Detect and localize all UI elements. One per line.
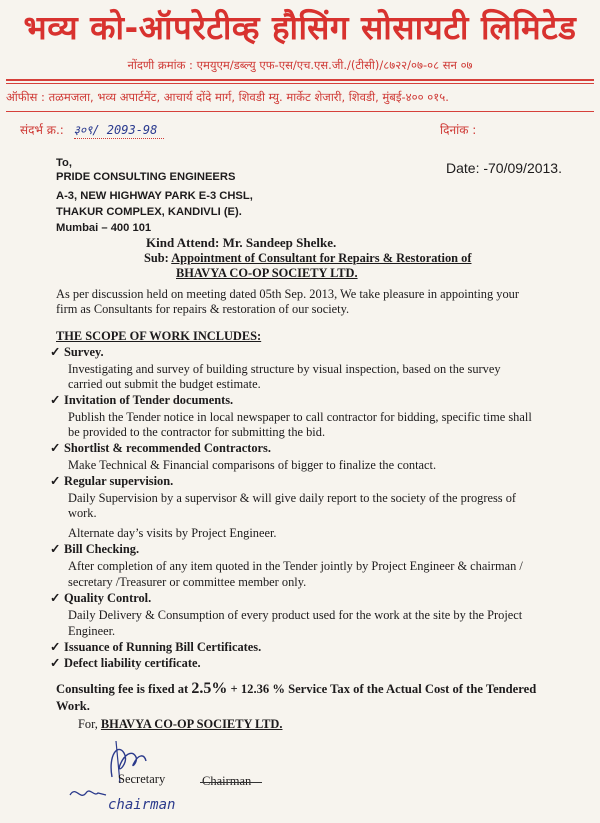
chairman-strikethrough [200,782,262,783]
scope-heading: THE SCOPE OF WORK INCLUDES: [56,329,262,343]
scope-item-title: Issuance of Running Bill Certificates. [64,640,262,654]
scope-item-quality [50,591,151,606]
consulting-fee-continued: Work. [56,699,90,713]
scope-item-detail: Publish the Tender notice in local newspaper to call contractor for bidding, specific time shall [68,410,532,424]
checkmark-icon: ✓ [50,542,61,556]
chairman-label: Chairman [202,774,252,788]
handwritten-note: chairman [108,797,176,813]
scope-item-detail: Make Technical & Financial comparisons of bigger to finalize the contact. [68,458,437,472]
scope-item-detail: Engineer. [68,624,116,638]
closing-society-name: BHAVYA CO-OP SOCIETY LTD. [100,717,283,731]
closing-for [78,717,282,732]
checkmark-icon: ✓ [50,345,61,359]
scope-item-detail: secretary /Treasurer or committee member only. [68,575,307,589]
reference-row [20,121,164,139]
address-rule [6,111,594,112]
office-address: ऑफीस : तळमजला, भव्य अपार्टमेंट, आचार्य दोंदे मार्ग, शिवडी म्यु. मार्केट शेजारी, शिवडी, मुंबई-४०० ०१५. [6,90,449,104]
scope-item-title: Bill Checking. [64,542,140,556]
header-rule [6,79,594,81]
checkmark-icon: ✓ [50,441,61,455]
scope-item-title: Invitation of Tender documents. [64,393,234,407]
secretary-label: Secretary [118,772,166,786]
scope-item-detail: work. [68,506,97,520]
scope-item-title: Quality Control. [64,591,152,605]
scope-item-supervision [50,474,173,489]
date-label-hindi: दिनांक : [440,123,477,137]
header-rule-thin [6,83,594,84]
scope-item-title: Regular supervision. [64,474,174,488]
fee-prefix: Consulting fee is fixed at [56,682,192,696]
addressee-line: THAKUR COMPLEX, KANDIVLI (E). [56,206,242,218]
scope-item-detail: After completion of any item quoted in the Tender jointly by Project Engineer & chairman / [68,559,523,573]
scope-item-title: Shortlist & recommended Contractors. [64,441,271,455]
checkmark-icon: ✓ [50,474,61,488]
scope-item-bill-checking [50,542,139,557]
checkmark-icon: ✓ [50,640,61,654]
intro-paragraph-line: As per discussion held on meeting dated 05th Sep. 2013, We take pleasure in appointing your [56,287,519,301]
scope-item-running-bill [50,640,261,655]
checkmark-icon: ✓ [50,656,61,670]
addressee-line: PRIDE CONSULTING ENGINEERS [56,171,236,183]
letter-date: Date: -70/09/2013. [446,160,562,176]
fee-suffix: + 12.36 % Service Tax of the Actual Cost of the Tendered [227,682,537,696]
reference-number: ३०९/ 2093-98 [74,121,164,139]
fee-percent: 2.5% [191,680,228,697]
addressee-line: A-3, NEW HIGHWAY PARK E-3 CHSL, [56,190,253,202]
consulting-fee [56,681,536,697]
scope-item-detail: Investigating and survey of building structure by visual inspection, based on the survey [68,362,501,376]
scope-item-detail: Alternate day’s visits by Project Engineer. [68,526,277,540]
reference-label: संदर्भ क्र.: [20,123,64,137]
subject-line [144,251,471,266]
scope-item-shortlist [50,441,271,456]
scope-item-tender [50,393,233,408]
registration-number: नोंदणी क्रमांक : एमयुएम/डब्ल्यु एफ-एस/एच.एस.जी./(टीसी)/८७२२/०७-०८ सन ०७ [127,58,473,72]
scope-item-defect-liability [50,656,201,671]
scope-item-survey [50,345,104,360]
scope-item-detail: Daily Supervision by a supervisor & will give daily report to the society of the progress of [68,491,517,505]
scope-item-detail: be provided to the contractor for submitting the bid. [68,425,326,439]
subject-text: Appointment of Consultant for Repairs & Restoration of [171,251,472,265]
addressee-line: Mumbai – 400 101 [56,222,152,234]
kind-attention: Kind Attend: Mr. Sandeep Shelke. [146,235,337,250]
subject-prefix: Sub: [144,251,169,265]
checkmark-icon: ✓ [50,591,61,605]
subject-society: BHAVYA CO-OP SOCIETY LTD. [176,266,358,280]
intro-paragraph-line: firm as Consultants for repairs & restoration of our society. [56,302,350,316]
to-label: To, [56,157,72,169]
scope-item-detail: Daily Delivery & Consumption of every product used for the work at the site by the Project [68,608,523,622]
scope-item-title: Defect liability certificate. [64,656,201,670]
scope-item-title: Survey. [64,345,104,359]
scope-item-detail: carried out submit the budget estimate. [68,377,261,391]
checkmark-icon: ✓ [50,393,61,407]
society-title: भव्य को-ऑपरेटीव्ह हौसिंग सोसायटी लिमिटेड [23,8,577,47]
closing-for-prefix: For, [78,717,101,731]
